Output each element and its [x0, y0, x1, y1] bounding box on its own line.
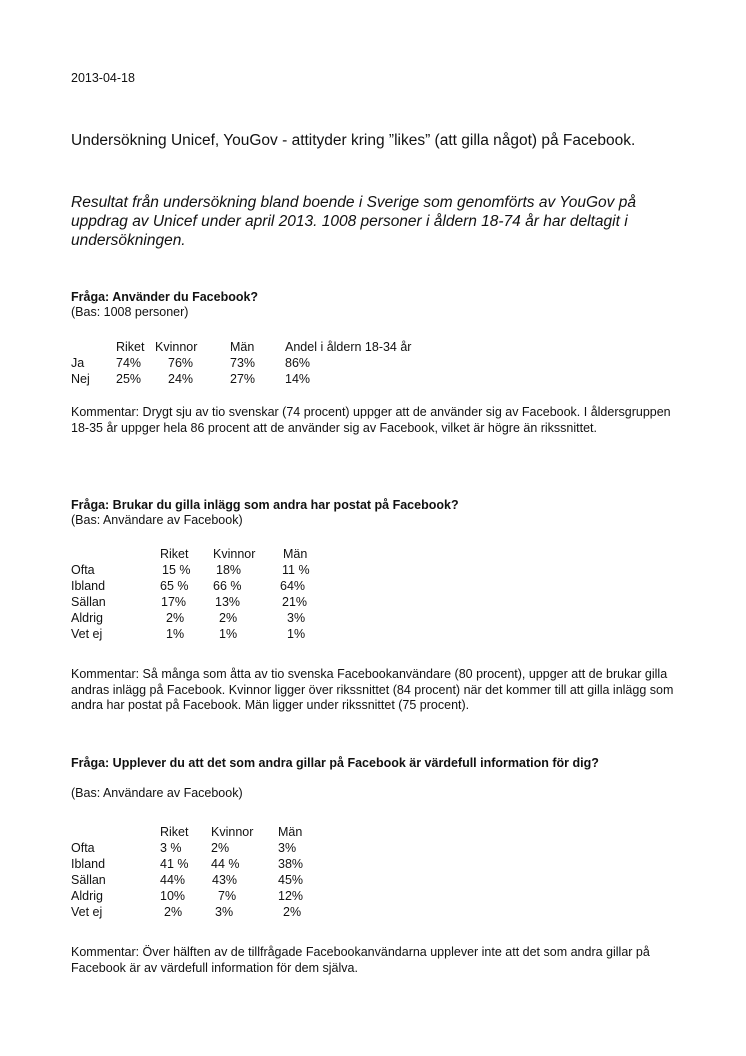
row-label: Vet ej: [71, 905, 103, 919]
table-cell: 64%: [280, 579, 306, 593]
row-label: Aldrig: [71, 611, 103, 625]
table-cell: 2%: [219, 611, 238, 625]
table-header: Kvinnor: [155, 340, 198, 354]
table-cell: 17%: [161, 595, 187, 609]
table-cell: 44%: [160, 873, 186, 887]
table-header: Kvinnor: [211, 825, 254, 839]
document-title: Undersökning Unicef, YouGov - attityder kring ”likes” (att gilla något) på Facebook.: [71, 132, 636, 149]
table-cell: 66 %: [213, 579, 242, 593]
row-label: Ja: [71, 356, 85, 370]
table-header: Riket: [116, 340, 145, 354]
table-header: Andel i åldern 18-34 år: [285, 340, 412, 354]
row-label: Ibland: [71, 579, 106, 593]
comment-2: Kommentar: Så många som åtta av tio svenska Facebookanvändare (80 procent), uppger att de brukar gilla andras inlägg på Facebook. Kvinnor ligger över rikssnittet (84 procent) när det kommer till att gilla inlägg som andra har postat på Facebook. Män ligger under rikssnittet (75 procent).: [71, 667, 674, 712]
comment-1: Kommentar: Drygt sju av tio svenskar (74 procent) uppger att de använder sig av Facebook. I åldersgruppen 18-35 år uppger hela 86 procent att de använder sig av Facebook, vilket är högre än rikssnittet.: [71, 405, 671, 435]
table-header: Män: [278, 825, 303, 839]
question-1: Fråga: Använder du Facebook?: [71, 290, 259, 304]
table-cell: 76%: [168, 356, 194, 370]
intro-paragraph: Resultat från undersökning bland boende i Sverige som genomförts av YouGov på uppdrag av Unicef under april 2013. 1008 personer i åldern 18-74 år har deltagit i undersökningen.: [71, 194, 636, 249]
table-cell: 18%: [216, 563, 242, 577]
table-cell: 38%: [278, 857, 304, 871]
question-2: Fråga: Brukar du gilla inlägg som andra har postat på Facebook?: [71, 498, 459, 512]
table-cell: 12%: [278, 889, 304, 903]
base-1: (Bas: 1008 personer): [71, 305, 189, 319]
table-cell: 1%: [219, 627, 238, 641]
row-label: Ofta: [71, 841, 95, 855]
table-cell: 24%: [168, 372, 194, 386]
table-cell: 7%: [218, 889, 237, 903]
table-cell: 73%: [230, 356, 256, 370]
table-cell: 2%: [211, 841, 230, 855]
table-cell: 3 %: [160, 841, 182, 855]
table-cell: 44 %: [211, 857, 240, 871]
table-header: Män: [230, 340, 255, 354]
row-label: Aldrig: [71, 889, 103, 903]
table-cell: 11 %: [282, 563, 310, 577]
table-cell: 2%: [164, 905, 183, 919]
comment-3: Kommentar: Över hälften av de tillfrågade Facebookanvändarna upplever inte att det som andra gillar på Facebook är av värdefull information för dem själva.: [71, 945, 650, 975]
document-date: 2013-04-18: [71, 71, 135, 85]
question-3: Fråga: Upplever du att det som andra gillar på Facebook är värdefull information för dig?: [71, 756, 599, 770]
table-header: Riket: [160, 547, 189, 561]
table-header: Riket: [160, 825, 189, 839]
row-label: Vet ej: [71, 627, 103, 641]
table-cell: 74%: [116, 356, 142, 370]
table-cell: 13%: [215, 595, 241, 609]
row-label: Nej: [71, 372, 90, 386]
table-cell: 86%: [285, 356, 311, 370]
table-cell: 3%: [287, 611, 306, 625]
row-label: Ofta: [71, 563, 95, 577]
base-2: (Bas: Användare av Facebook): [71, 513, 243, 527]
table-cell: 65 %: [160, 579, 189, 593]
table-cell: 41 %: [160, 857, 189, 871]
table-cell: 3%: [215, 905, 234, 919]
table-cell: 43%: [212, 873, 238, 887]
table-cell: 2%: [283, 905, 302, 919]
table-cell: 1%: [166, 627, 185, 641]
table-cell: 45%: [278, 873, 304, 887]
table-cell: 15 %: [162, 563, 191, 577]
table-cell: 21%: [282, 595, 308, 609]
table-cell: 10%: [160, 889, 186, 903]
table-cell: 3%: [278, 841, 297, 855]
row-label: Sällan: [71, 595, 106, 609]
table-cell: 14%: [285, 372, 311, 386]
table-header: Män: [283, 547, 308, 561]
row-label: Sällan: [71, 873, 106, 887]
table-cell: 2%: [166, 611, 185, 625]
table-cell: 27%: [230, 372, 256, 386]
base-3: (Bas: Användare av Facebook): [71, 786, 243, 800]
table-cell: 1%: [287, 627, 306, 641]
row-label: Ibland: [71, 857, 106, 871]
table-header: Kvinnor: [213, 547, 256, 561]
table-cell: 25%: [116, 372, 142, 386]
